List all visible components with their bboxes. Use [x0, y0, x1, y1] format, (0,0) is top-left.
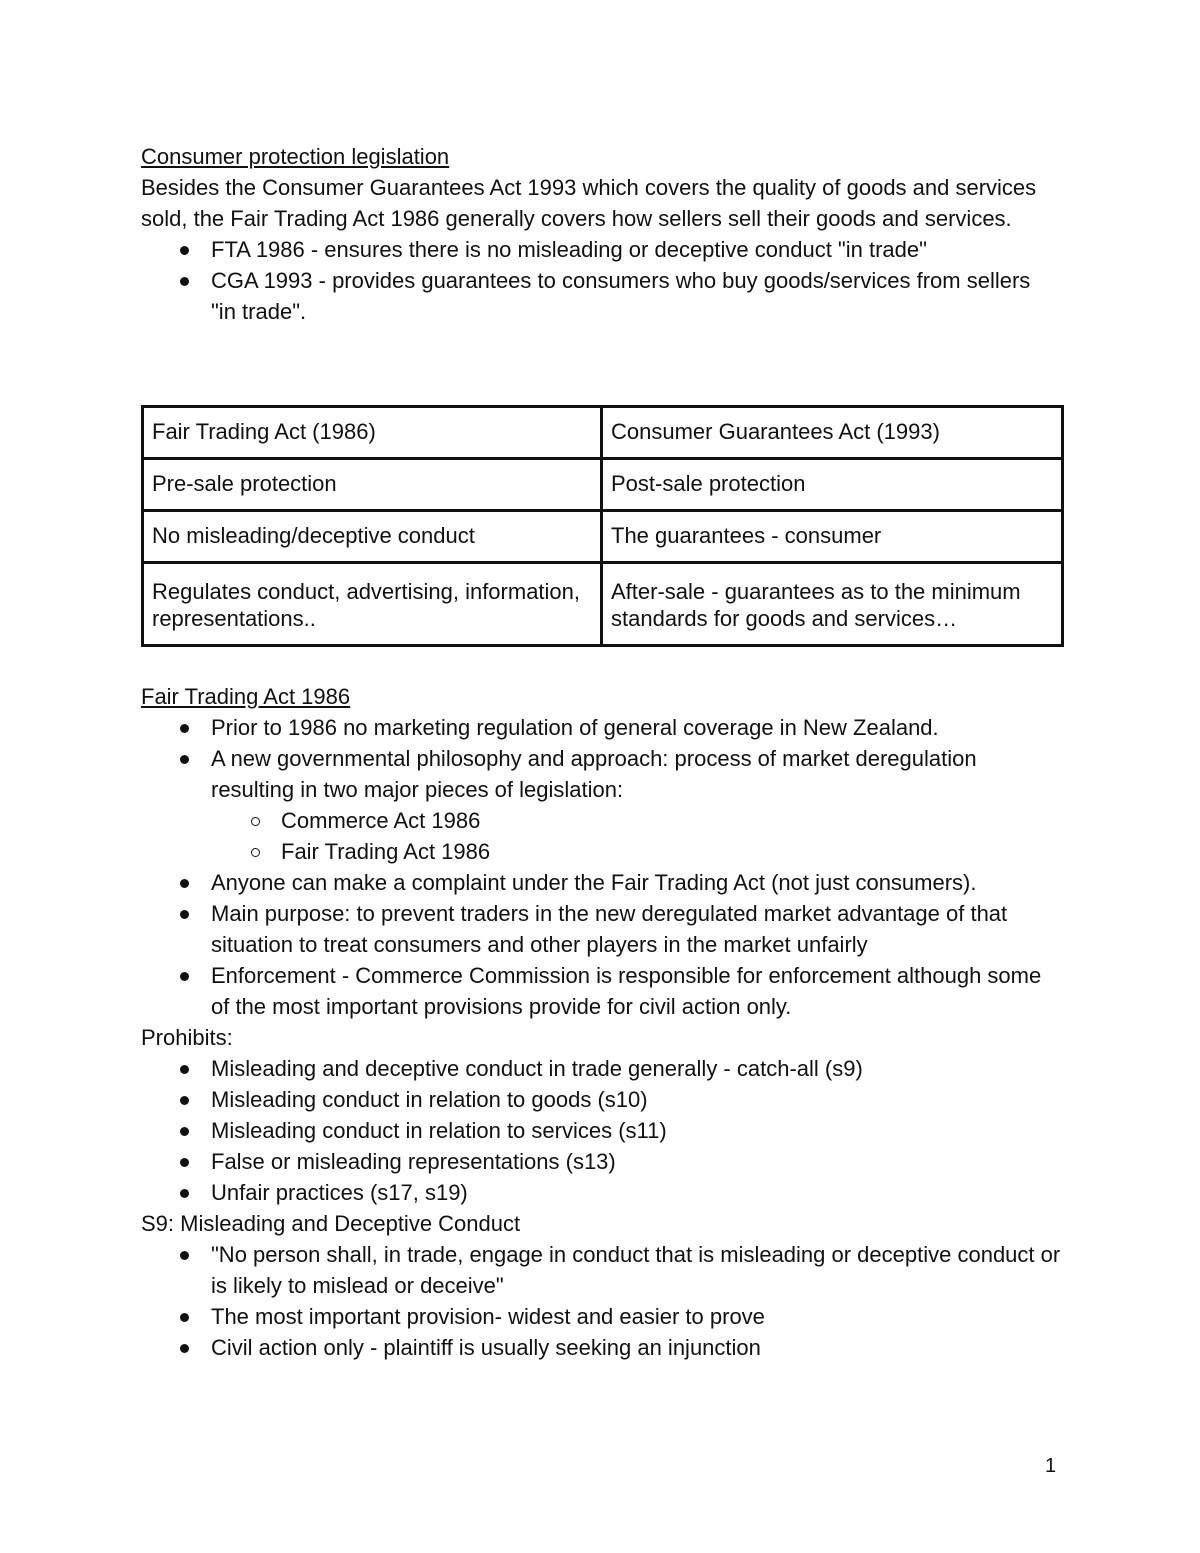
list-item: Unfair practices (s17, s19)	[141, 1177, 1061, 1208]
table-row	[143, 459, 1063, 511]
table-cell: No misleading/deceptive conduct	[143, 511, 602, 563]
list-item: Enforcement - Commerce Commission is responsible for enforcement although some of the most important provisions provide for civil action only.	[141, 960, 1061, 1022]
list-item	[141, 743, 1061, 867]
list-item: False or misleading representations (s13)	[141, 1146, 1061, 1177]
table-cell: Consumer Guarantees Act (1993)	[602, 407, 1063, 459]
table-row	[143, 511, 1063, 563]
table-cell: Pre-sale protection	[143, 459, 602, 511]
list-item-text: A new governmental philosophy and approach: process of market deregulation resulting in two major pieces of legislation:	[211, 746, 977, 802]
page-number: 1	[1045, 1455, 1057, 1477]
section-heading-consumer-protection: Consumer protection legislation	[141, 144, 450, 169]
list-item: Civil action only - plaintiff is usually seeking an injunction	[141, 1332, 1061, 1363]
s9-label: S9: Misleading and Deceptive Conduct	[141, 1211, 521, 1236]
list-item: Prior to 1986 no marketing regulation of general coverage in New Zealand.	[141, 712, 1061, 743]
comparison-table	[141, 405, 1064, 647]
table-cell: After-sale - guarantees as to the minimum standards for goods and services…	[602, 563, 1063, 646]
prohibits-label: Prohibits:	[141, 1025, 233, 1050]
list-item: Misleading conduct in relation to goods (s10)	[141, 1084, 1061, 1115]
prohibits-bullet-list	[141, 1053, 1061, 1208]
list-item: "No person shall, in trade, engage in conduct that is misleading or deceptive conduct or is likely to mislead or deceive"	[141, 1239, 1061, 1301]
table-cell: Fair Trading Act (1986)	[143, 407, 602, 459]
list-item: CGA 1993 - provides guarantees to consumers who buy goods/services from sellers "in trade".	[141, 265, 1061, 327]
section-heading-fair-trading-act: Fair Trading Act 1986	[141, 684, 351, 709]
table-cell: Post-sale protection	[602, 459, 1063, 511]
table-cell: Regulates conduct, advertising, information, representations..	[143, 563, 602, 646]
sub-list-item: Commerce Act 1986	[211, 805, 1061, 836]
s9-bullet-list	[141, 1239, 1061, 1363]
table-cell: The guarantees - consumer	[602, 511, 1063, 563]
fta-bullet-list	[141, 712, 1061, 1022]
document-page	[141, 141, 1061, 1363]
list-item: FTA 1986 - ensures there is no misleading or deceptive conduct "in trade"	[141, 234, 1061, 265]
list-item: The most important provision- widest and easier to prove	[141, 1301, 1061, 1332]
list-item: Misleading and deceptive conduct in trade generally - catch-all (s9)	[141, 1053, 1061, 1084]
list-item: Misleading conduct in relation to services (s11)	[141, 1115, 1061, 1146]
intro-paragraph: Besides the Consumer Guarantees Act 1993 which covers the quality of goods and services sold, the Fair Trading Act 1986 generally covers how sellers sell their goods and services.	[141, 175, 1037, 231]
intro-bullet-list	[141, 234, 1061, 327]
list-item: Main purpose: to prevent traders in the new deregulated market advantage of that situation to treat consumers and other players in the market unfairly	[141, 898, 1061, 960]
fta-sub-bullet-list	[141, 805, 1061, 867]
list-item: Anyone can make a complaint under the Fair Trading Act (not just consumers).	[141, 867, 1061, 898]
table-row	[143, 563, 1063, 646]
table-row	[143, 407, 1063, 459]
sub-list-item: Fair Trading Act 1986	[211, 836, 1061, 867]
